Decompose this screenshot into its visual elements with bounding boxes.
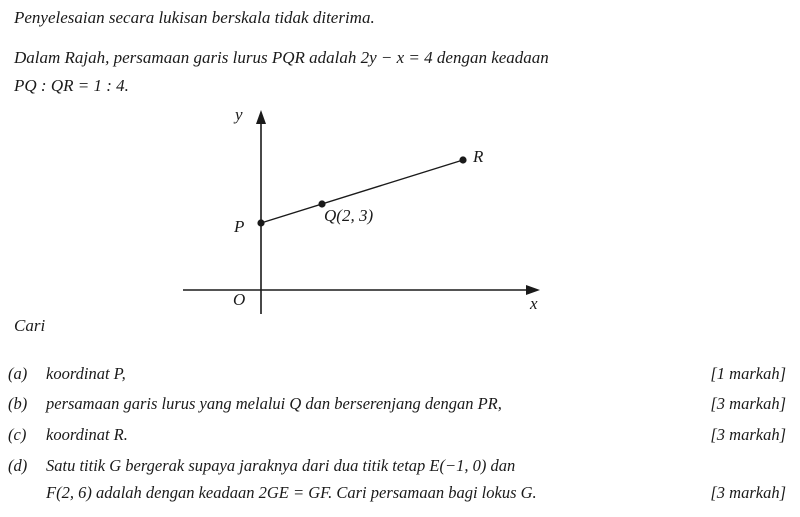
question-text-continued: F(2, 6) adalah dengan keadaan 2GE = GF. Cari persamaan bagi lokus G. [46,483,537,502]
question-c [8,425,792,449]
question-b [8,394,792,418]
problem-statement-line-1: Dalam Rajah, persamaan garis lurus PQR adalah 2y − x = 4 dengan keadaan [14,48,549,67]
problem-statement-line-2: PQ : QR = 1 : 4. [14,76,129,95]
question-label: (a) [8,364,28,383]
question-text: koordinat R. [46,425,128,444]
question-label: (d) [8,456,28,475]
y-axis-arrow-icon [256,110,266,124]
question-label: (c) [8,425,27,444]
point-p-label: P [234,217,245,236]
point-r-label: R [473,147,484,166]
instruction-note: Penyelesaian secara lukisan berskala tidak diterima. [14,8,375,27]
question-a [8,364,792,388]
question-label: (b) [8,394,28,413]
question-text: persamaan garis lurus yang melalui Q dan berserenjang dengan PR, [46,394,502,413]
point-q-label: Q(2, 3) [324,206,374,225]
question-text: koordinat P, [46,364,126,383]
y-axis-label: y [235,105,243,124]
question-marks: [3 markah] [710,425,786,444]
point-r [459,156,466,163]
cari-heading: Cari [14,316,46,335]
question-text: Satu titik G bergerak supaya jaraknya dari dua titik tetap E(−1, 0) dan [46,456,516,475]
question-marks: [3 markah] [710,394,786,413]
question-marks: [3 markah] [710,483,786,502]
x-axis-label: x [530,294,538,313]
point-p [257,219,264,226]
origin-label: O [233,290,246,309]
question-d [8,456,792,480]
question-d-continued [8,483,792,507]
question-marks: [1 markah] [710,364,786,383]
